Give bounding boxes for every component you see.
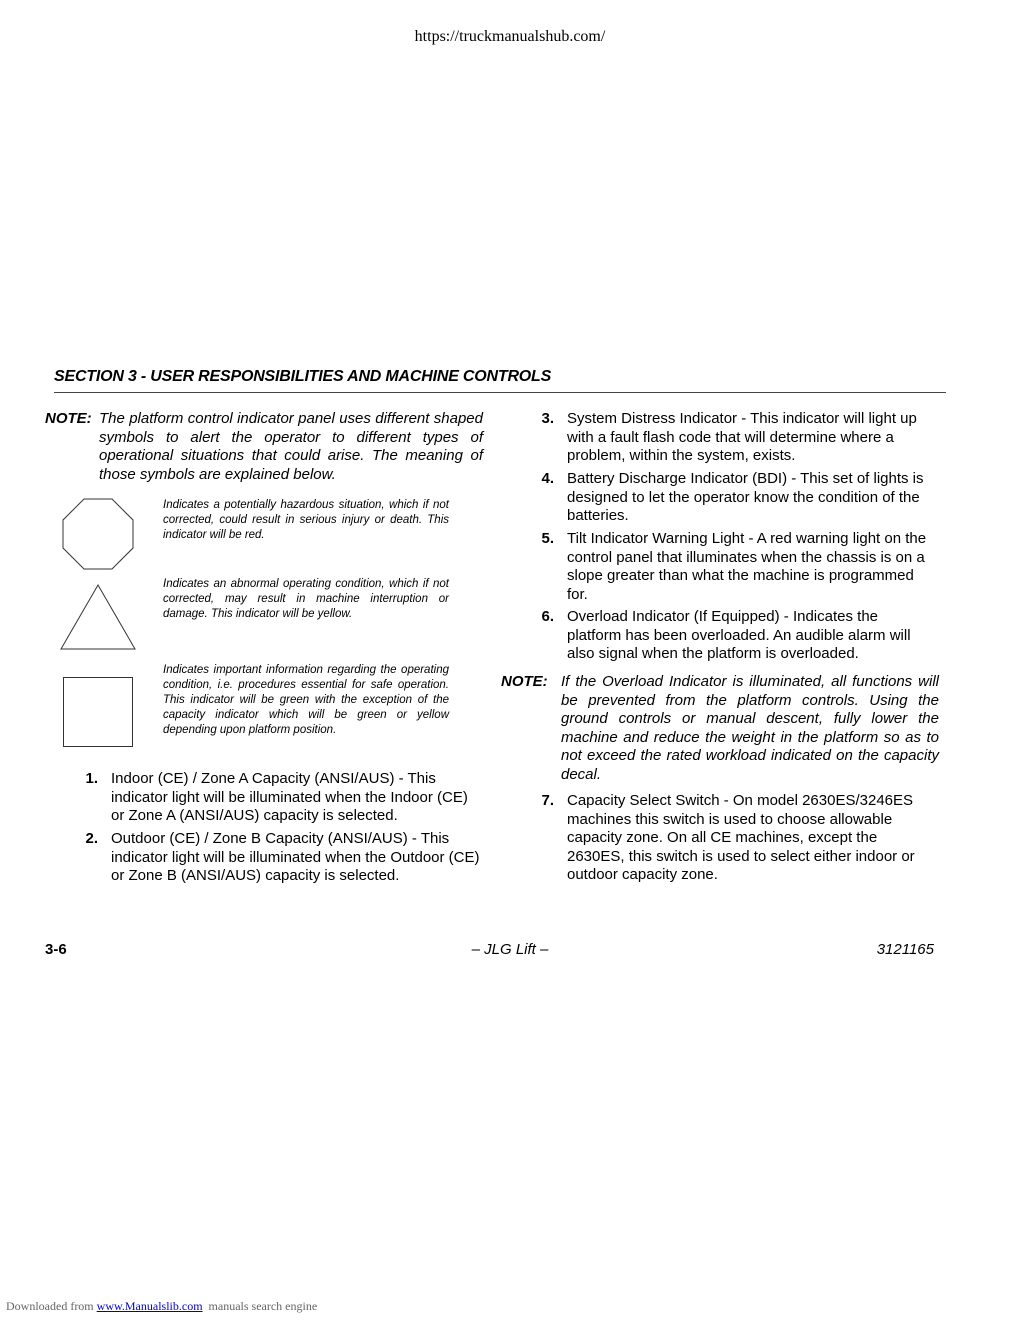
note-label: NOTE: (501, 673, 548, 690)
list-item: Battery Discharge Indicator (BDI) - This set of lights is designed to let the operator know the condition of the batteries. (567, 470, 924, 525)
symbol-description: Indicates a potentially hazardous situation, which if not corrected, could result in serious injury or death. This indicator will be red. (163, 499, 449, 541)
item-number: 7. (541, 792, 554, 809)
note-body: The platform control indicator panel uses different shaped symbols to alert the operator to different types of operational situations that could arise. The meaning of those symbols are explained below. (99, 410, 483, 483)
item-number: 6. (541, 608, 554, 625)
item-number: 3. (541, 410, 554, 427)
note-text (99, 410, 483, 484)
item-number: 2. (85, 830, 98, 847)
download-attribution (6, 1299, 317, 1314)
list-item: Indoor (CE) / Zone A Capacity (ANSI/AUS) - This indicator light will be illuminated when the Indoor (CE) or Zone A (ANSI/AUS) capacity is selected. (111, 770, 468, 825)
triangle-icon (60, 584, 136, 650)
list-item: Overload Indicator (If Equipped) - Indicates the platform has been overloaded. An audible alarm will also signal when the platform is overloaded. (567, 608, 911, 663)
list-item: Outdoor (CE) / Zone B Capacity (ANSI/AUS) - This indicator light will be illuminated when the Outdoor (CE) or Zone B (ANSI/AUS) capacity is selected. (111, 830, 480, 885)
section-title: SECTION 3 - USER RESPONSIBILITIES AND MACHINE CONTROLS (54, 368, 552, 385)
symbol-description: Indicates important information regarding the operating condition, i.e. procedures essential for safe operation. This indicator will be green with the exception of the capacity indicator which will be green or yellow depending upon platform position. (163, 664, 449, 736)
item-number: 1. (85, 770, 98, 787)
octagon-icon (62, 498, 134, 570)
download-suffix: manuals search engine (202, 1299, 318, 1313)
source-url[interactable]: https://truckmanualshub.com/ (414, 28, 606, 45)
note-label: NOTE: (45, 410, 92, 427)
list-item: Capacity Select Switch - On model 2630ES/3246ES machines this switch is used to choose allowable capacity zone. On all CE machines, except the 2630ES, this switch is used to select either indoor or outdoor capacity zone. (567, 792, 915, 884)
footer-title: – JLG Lift – (471, 941, 549, 958)
manualslib-link[interactable]: www.Manualslib.com (96, 1299, 203, 1313)
list-item: Tilt Indicator Warning Light - A red warning light on the control panel that illuminates when the chassis is on a slope greater than what the machine is programmed for. (567, 530, 927, 603)
symbol-description: Indicates an abnormal operating condition, which if not corrected, may result in machine interruption or damage. This indicator will be yellow. (163, 578, 449, 620)
page-number: 3-6 (45, 941, 67, 958)
square-icon (63, 677, 133, 747)
item-number: 5. (541, 530, 554, 547)
list-item: System Distress Indicator - This indicator will light up with a fault flash code that will determine where a problem, within the system, exists. (567, 410, 917, 465)
download-prefix: Downloaded from (6, 1299, 97, 1313)
document-number: 3121165 (876, 941, 934, 958)
section-divider (54, 392, 946, 393)
item-number: 4. (541, 470, 554, 487)
note-text: If the Overload Indicator is illuminated, all functions will be prevented from the platform controls. Using the ground controls or manual descent, fully lower the machine and reduce the weight in the platform so as to not exceed the rated workload indicated on the capacity decal. (561, 673, 939, 783)
